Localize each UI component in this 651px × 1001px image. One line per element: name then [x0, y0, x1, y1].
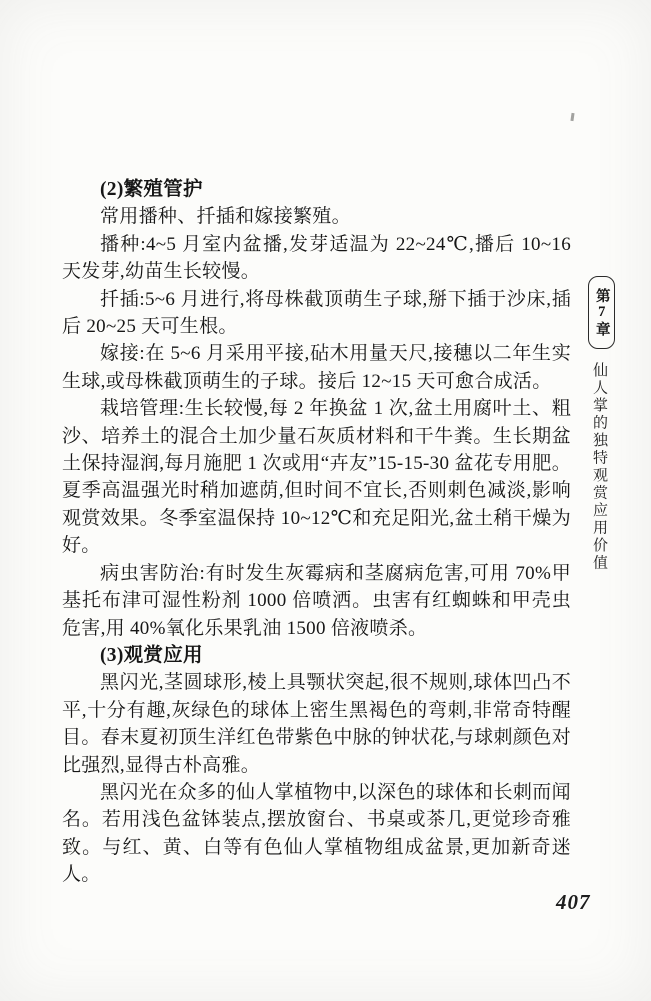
scan-artifact-mark — [570, 113, 574, 121]
paragraph-propagation-intro: 常用播种、扦插和嫁接繁殖。 — [100, 206, 351, 228]
section-heading-propagation: (2)繁殖管护 — [100, 179, 203, 200]
paragraph-cultivation: 栽培管理:生长较慢,每 2 年换盆 1 次,盆土用腐叶土、粗沙、培养土的混合土加少量石灰质材料和干牛粪。生长期盆土保持湿润,每月施肥 1 次或用“卉友”15-15-30 盆花专用肥。夏季高温强光时稍加遮荫,但时间不宜长,否则刺色减淡,影响观赏效果。冬季室温保持 10~12℃和充足阳光,盆土稍干燥为好。 — [62, 398, 571, 557]
chapter-badge — [588, 276, 615, 349]
chapter-title-vertical: 仙人掌的独特观赏应用价值 — [591, 362, 607, 572]
paragraph-display: 黑闪光在众多的仙人掌植物中,以深色的球体和长刺而闻名。若用浅色盆钵装点,摆放窗台、书桌或茶几,更觉珍奇雅致。与红、黄、白等有色仙人掌植物组成盆景,更加新奇迷人。 — [62, 781, 571, 886]
paragraph-pest-control: 病虫害防治:有时发生灰霉病和茎腐病危害,可用 70%甲基托布津可湿性粉剂 1000 倍喷洒。虫害有红蜘蛛和甲壳虫危害,用 40%氧化乐果乳油 1500 倍液喷杀。 — [62, 562, 571, 639]
section-heading-ornamental-use: (3)观赏应用 — [100, 644, 203, 666]
page-number: 407 — [556, 890, 591, 914]
paragraph-grafting: 嫁接:在 5~6 月采用平接,砧木用量天尺,接穗以二年生实生球,或母株截顶萌生的子球。接后 12~15 天可愈合成活。 — [62, 343, 571, 392]
paragraph-appearance: 黑闪光,茎圆球形,棱上具颚状突起,很不规则,球体凹凸不平,十分有趣,灰绿色的球体上密生黑褐色的弯刺,非常奇特醒目。春末夏初顶生洋红色带紫色中脉的钟状花,与球刺颜色对比强烈,显得古朴高雅。 — [62, 672, 571, 776]
page-body-text — [62, 176, 571, 889]
chapter-badge-label: 第7章 — [593, 287, 610, 338]
paragraph-sowing: 播种:4~5 月室内盆播,发芽适温为 22~24℃,播后 10~16 天发芽,幼苗生长较慢。 — [62, 233, 571, 283]
paragraph-cutting: 扦插:5~6 月进行,将母株截顶萌生子球,掰下插于沙床,插后 20~25 天可生根。 — [62, 288, 571, 338]
